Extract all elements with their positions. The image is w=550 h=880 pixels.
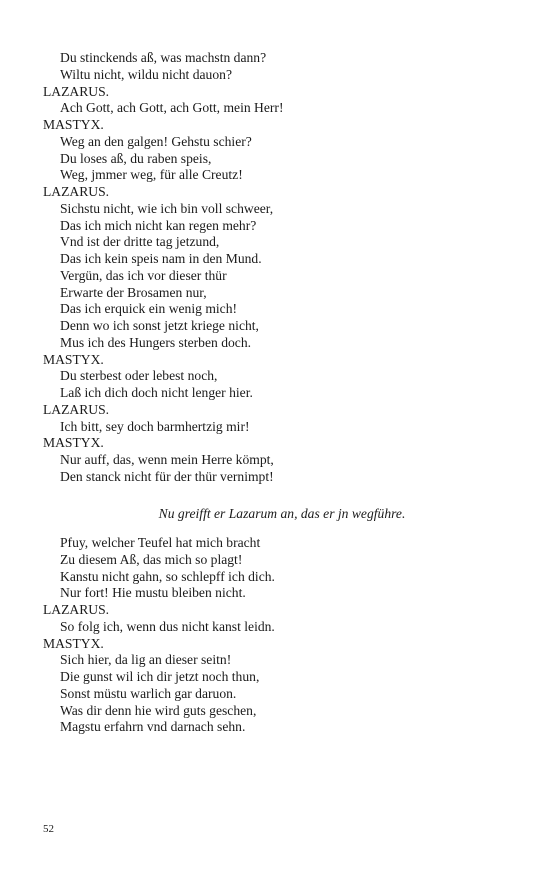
verse-block-bottom bbox=[43, 535, 275, 736]
speaker-name: LAZARUS. bbox=[43, 602, 110, 617]
verse-line: Das ich erquick ein wenig mich! bbox=[60, 301, 238, 317]
verse-line: Wiltu nicht, wildu nicht dauon? bbox=[60, 66, 232, 82]
verse-line: Denn wo ich sonst jetzt kriege nicht, bbox=[60, 318, 259, 333]
speaker-name: MASTYX. bbox=[43, 435, 104, 451]
verse-line: Weg an den galgen! Gehstu schier? bbox=[60, 133, 252, 149]
speaker-name: LAZARUS. bbox=[43, 401, 110, 417]
speaker-name: MASTYX. bbox=[43, 117, 104, 132]
verse-line: Vergün, das ich vor dieser thür bbox=[60, 267, 227, 283]
verse-line: Weg, jmmer weg, für alle Creutz! bbox=[60, 167, 243, 183]
stage-direction bbox=[0, 505, 550, 523]
speaker-name: LAZARUS. bbox=[43, 184, 110, 199]
verse-line: Den stanck nicht für der thür vernimpt! bbox=[60, 468, 274, 484]
page-number: 52 bbox=[43, 823, 54, 835]
verse-line: Zu diesem Aß, das mich so plagt! bbox=[60, 551, 243, 567]
verse-line: Pfuy, welcher Teufel hat mich bracht bbox=[60, 535, 261, 550]
verse-line: Sonst müstu warlich gar daruon. bbox=[60, 685, 237, 701]
verse-line: Ich bitt, sey doch barmhertzig mir! bbox=[60, 418, 250, 434]
verse-line: So folg ich, wenn dus nicht kanst leidn. bbox=[60, 618, 275, 634]
verse-line: Das ich mich nicht kan regen mehr? bbox=[60, 217, 257, 233]
verse-line: Vnd ist der dritte tag jetzund, bbox=[60, 234, 220, 250]
speaker-name: LAZARUS. bbox=[43, 83, 110, 99]
stage-direction-text: Nu greifft er Lazarum an, das er jn wegführe. bbox=[158, 506, 406, 521]
verse-line: Mus ich des Hungers sterben doch. bbox=[60, 334, 252, 350]
verse-line: Ach Gott, ach Gott, ach Gott, mein Herr! bbox=[60, 100, 284, 116]
verse-line: Nur auff, das, wenn mein Herre kömpt, bbox=[60, 452, 274, 467]
verse-line: Sichstu nicht, wie ich bin voll schweer, bbox=[60, 200, 274, 216]
verse-line: Du sterbest oder lebest noch, bbox=[60, 368, 218, 384]
verse-line: Laß ich dich doch nicht lenger hier. bbox=[60, 385, 253, 400]
verse-line: Du stinckends aß, was machstn dann? bbox=[60, 50, 267, 65]
verse-line: Kanstu nicht gahn, so schlepff ich dich. bbox=[60, 568, 275, 584]
verse-line: Das ich kein speis nam in den Mund. bbox=[60, 251, 262, 266]
verse-line: Du loses aß, du raben speis, bbox=[60, 150, 212, 166]
verse-line: Erwarte der Brosamen nur, bbox=[60, 284, 207, 300]
verse-line: Sich hier, da lig an dieser seitn! bbox=[60, 652, 232, 668]
speaker-name: MASTYX. bbox=[43, 351, 104, 367]
verse-line: Was dir denn hie wird guts geschen, bbox=[60, 702, 257, 718]
speaker-name: MASTYX. bbox=[43, 635, 104, 651]
verse-line: Die gunst wil ich dir jetzt noch thun, bbox=[60, 669, 260, 684]
verse-line: Magstu erfahrn vnd darnach sehn. bbox=[60, 719, 246, 735]
verse-line: Nur fort! Hie mustu bleiben nicht. bbox=[60, 585, 246, 601]
verse-block-top bbox=[43, 50, 283, 486]
